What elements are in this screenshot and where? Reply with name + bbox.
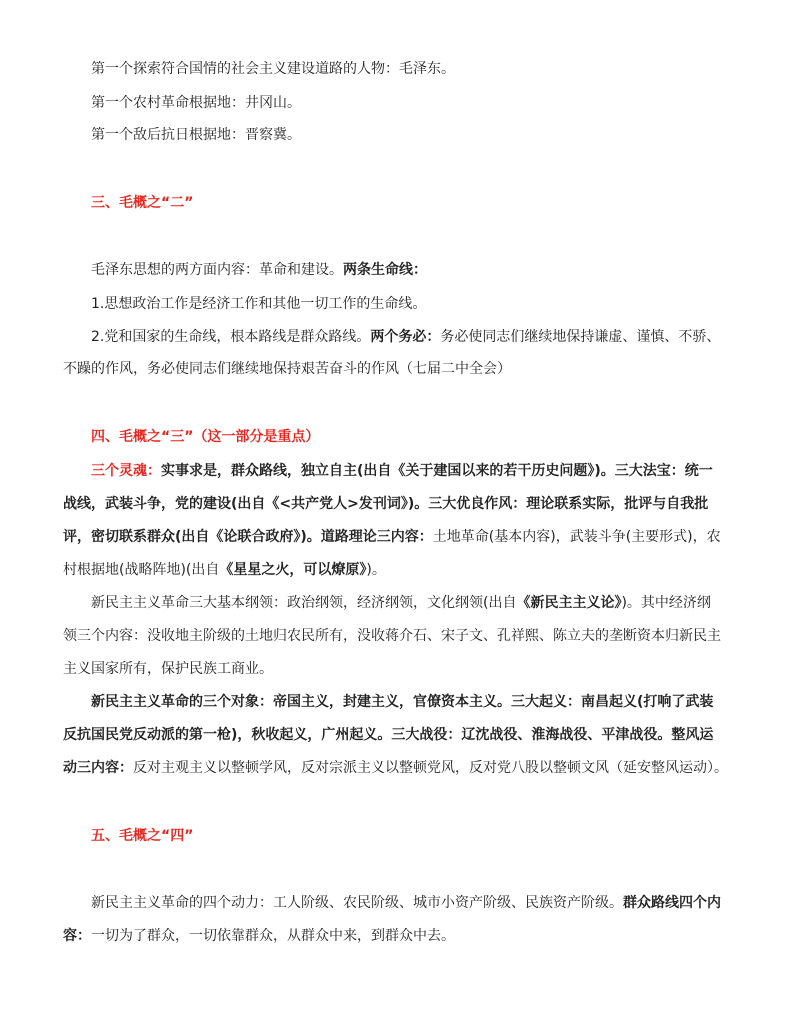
bold-text: 实事求是，群众路线，独立自主(出自《关于建国以来的若干历史问题》)。三大法宝：统一 xyxy=(161,463,713,479)
section-heading: 三、毛概之“二” xyxy=(91,195,194,211)
text: 村根据地(战略阵地)(出自 xyxy=(63,562,220,578)
text: 毛泽东思想的两方面内容：革命和建设。 xyxy=(91,262,343,278)
bold-text: 动三内容： xyxy=(63,760,133,776)
bold-text: 群众路线四个内 xyxy=(623,895,721,911)
text: 新民主主义革命三大基本纲领：政治纲领，经济纲领，文化纲领(出自 xyxy=(91,595,517,611)
text: 一切为了群众，一切依靠群众，从群众中来，到群众中去。 xyxy=(91,928,455,944)
paragraph xyxy=(91,593,711,613)
paragraph xyxy=(91,59,455,79)
bold-text: 新民主主义革命的三个对象：帝国主义，封建主义，官僚资本主义。三大起义：南昌起义(打响了武装 xyxy=(91,694,714,710)
text: 新民主主义革命的四个动力：工人阶级、农民阶级、城市小资产阶级、民族资产阶级。 xyxy=(91,895,623,911)
red-text: 三个灵魂： xyxy=(91,463,161,479)
text: 第一个农村革命根据地：井冈山。 xyxy=(91,95,301,111)
paragraph xyxy=(91,93,301,113)
text: 2.党和国家的生命线，根本路线是群众路线。 xyxy=(91,329,371,345)
bold-text: 评，密切联系群众(出自《论联合政府》)。道路理论三内容： xyxy=(63,529,433,545)
text: 务必使同志们继续地保持谦虚、谨慎、不骄、 xyxy=(440,329,721,345)
text: 反对主观主义以整顿学风，反对宗派主义以整顿党风，反对党八股以整顿文风（延安整风运动）。 xyxy=(133,760,728,776)
paragraph xyxy=(91,125,301,145)
bold-text: 反抗国民党反动派的第一枪)，秋收起义，广州起义。三大战役：辽沈战役、淮海战役、平津战役。整风运 xyxy=(63,727,714,743)
text: 1.思想政治工作是经济工作和其他一切工作的生命线。 xyxy=(91,296,427,312)
bold-text: 两个务必： xyxy=(370,329,441,345)
paragraph xyxy=(63,560,386,580)
text: )。 xyxy=(366,562,386,578)
paragraph xyxy=(91,461,713,481)
paragraph xyxy=(63,494,708,514)
text: 领三个内容：没收地主阶级的土地归农民所有，没收蒋介石、宋子文、孔祥熙、陈立夫的垄断资本归新民主 xyxy=(63,628,721,644)
paragraph xyxy=(63,527,721,547)
paragraph xyxy=(63,359,511,379)
bold-text: 《新民主主义论》 xyxy=(516,595,622,611)
text: )。其中经济纲 xyxy=(621,595,711,611)
text: 第一个探索符合国情的社会主义建设道路的人物：毛泽东。 xyxy=(91,61,455,77)
paragraph xyxy=(91,893,721,913)
paragraph xyxy=(91,327,720,347)
text: 主义国家所有，保护民族工商业。 xyxy=(63,661,273,677)
bold-text: 《星星之火，可以燎原》 xyxy=(219,562,367,578)
bold-text: 两条生命线： xyxy=(343,262,427,278)
text: 第一个敌后抗日根据地：晋察冀。 xyxy=(91,127,301,143)
paragraph xyxy=(91,692,713,712)
bold-text: 战线，武装斗争，党的建设(出自《<共产党人>发刊词》)。三大优良作风：理论联系实际，批评与自我批 xyxy=(63,496,709,512)
paragraph xyxy=(63,659,273,679)
paragraph xyxy=(63,758,728,778)
paragraph xyxy=(91,294,426,314)
section-heading: 四、毛概之“三”（这一部分是重点） xyxy=(91,429,320,445)
text: 不躁的作风，务必使同志们继续地保持艰苦奋斗的作风（七届二中全会） xyxy=(63,361,511,377)
bold-text: 容： xyxy=(63,928,91,944)
paragraph xyxy=(63,725,713,745)
section-heading: 五、毛概之“四” xyxy=(91,828,194,844)
text: 土地革命(基本内容)，武装斗争(主要形式)，农 xyxy=(432,529,721,545)
paragraph xyxy=(91,260,427,280)
paragraph xyxy=(63,626,721,646)
paragraph xyxy=(63,926,455,946)
